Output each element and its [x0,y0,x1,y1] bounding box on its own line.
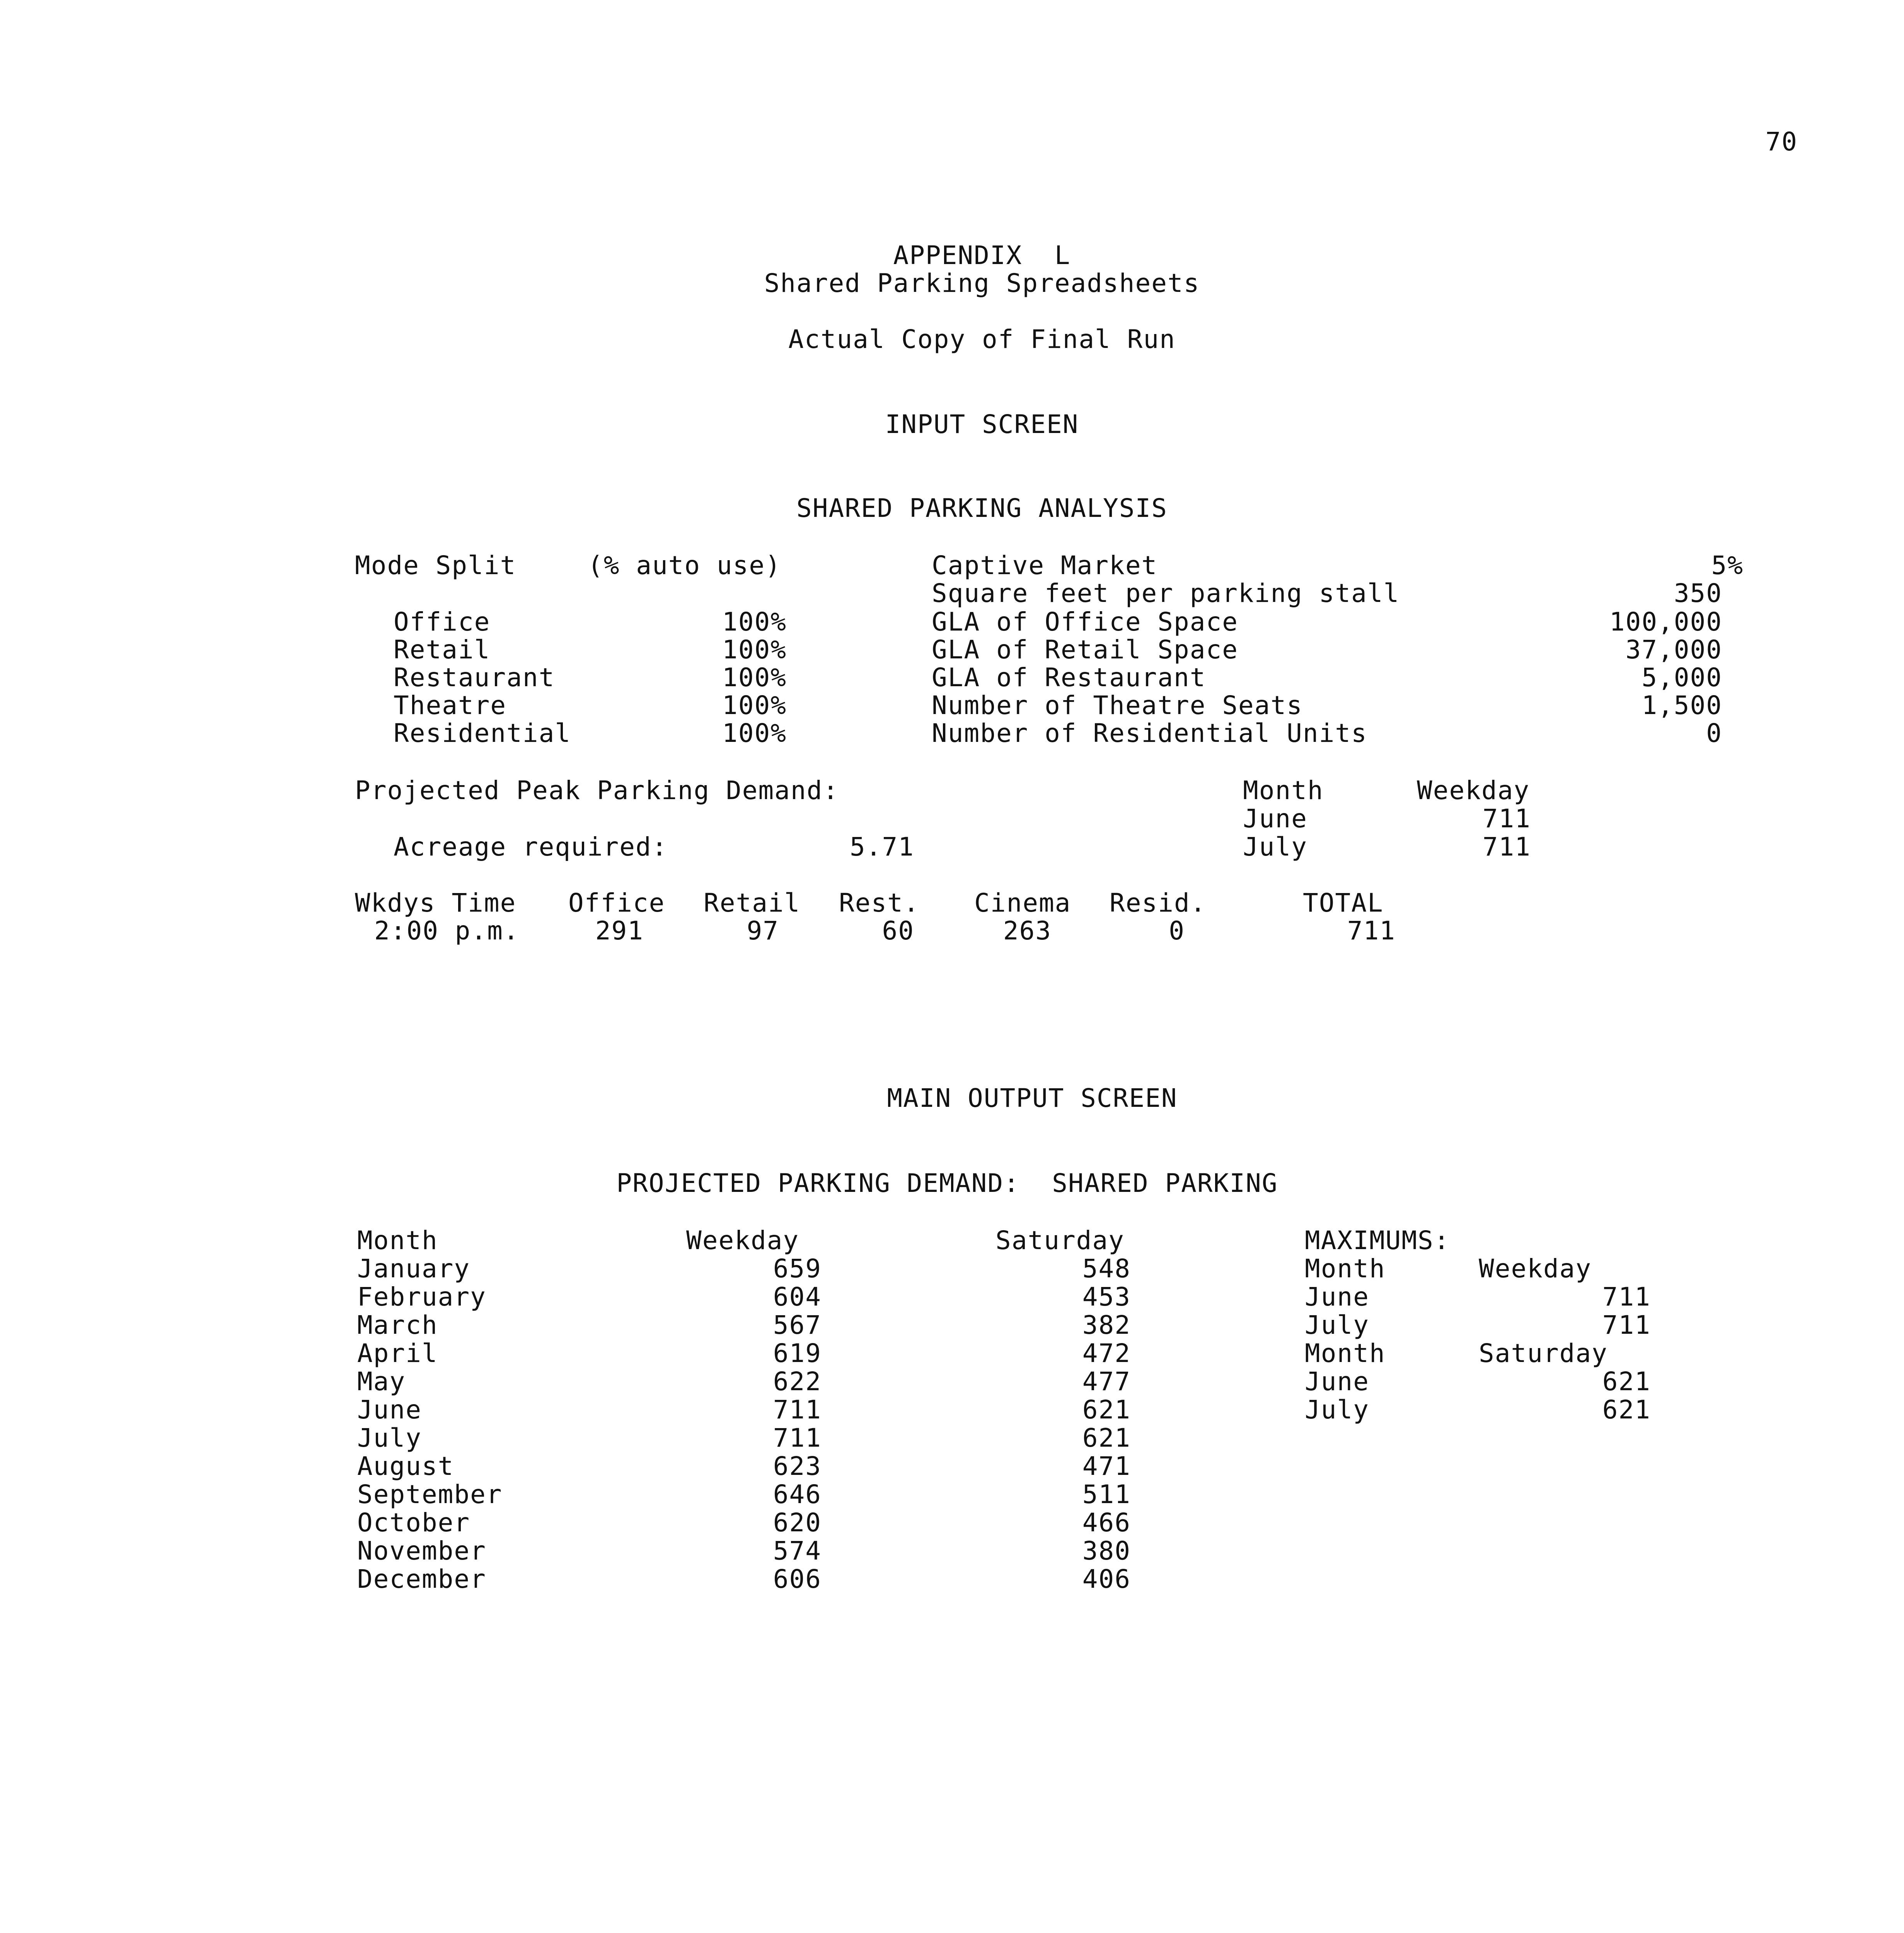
page-number: 70 [1765,127,1798,157]
saturday-value: 406 [1082,1564,1131,1594]
mode-split-label: Mode Split [355,551,516,580]
appendix-label: APPENDIX L [893,240,1071,270]
month-label: July [357,1423,422,1453]
max-weekday-month: July [1305,1310,1369,1340]
max-weekday-value: 711 [1602,1282,1651,1312]
output-header-month: Month [357,1226,438,1255]
weekday-value: 659 [773,1254,822,1284]
mode-label-residential: Residential [394,718,571,748]
peak-row-month: July [1243,832,1307,862]
input-screen-heading: INPUT SCREEN [885,409,1079,439]
breakdown-header-retail: Retail [704,888,801,918]
mode-value-office: 100% [722,607,787,637]
breakdown-header-cinema: Cinema [974,888,1071,918]
weekday-value: 623 [773,1451,822,1481]
month-label: September [357,1480,503,1509]
saturday-value: 621 [1082,1423,1131,1453]
param-value-restaurant-gla: 5,000 [1641,663,1722,692]
saturday-value: 471 [1082,1451,1131,1481]
maximums-label: MAXIMUMS: [1305,1226,1450,1255]
max-saturday-header: Saturday [1479,1338,1608,1368]
saturday-value: 382 [1082,1310,1131,1340]
output-header-saturday: Saturday [995,1226,1125,1255]
breakdown-header-resid: Resid. [1110,888,1207,918]
document-subtitle: Actual Copy of Final Run [788,324,1176,354]
param-value-residential-units: 0 [1706,718,1722,748]
max-saturday-value: 621 [1602,1367,1651,1396]
mode-label-theatre: Theatre [394,690,507,720]
mode-value-residential: 100% [722,718,787,748]
param-value-captive-market: 5% [1711,551,1744,580]
param-label-office-gla: GLA of Office Space [932,607,1238,637]
document-title: Shared Parking Spreadsheets [764,268,1200,298]
param-label-retail-gla: GLA of Retail Space [932,635,1238,665]
breakdown-value-resid: 0 [1169,916,1185,946]
breakdown-value-total: 711 [1347,916,1396,946]
weekday-value: 574 [773,1536,822,1566]
breakdown-value-cinema: 263 [1003,916,1052,946]
mode-label-office: Office [394,607,491,637]
mode-value-retail: 100% [722,635,787,665]
max-saturday-value: 621 [1602,1395,1651,1425]
analysis-title: SHARED PARKING ANALYSIS [796,493,1168,523]
peak-demand-label: Projected Peak Parking Demand: [355,776,839,805]
acreage-label: Acreage required: [394,832,668,862]
breakdown-header-office: Office [568,888,665,918]
param-value-sqft-per-stall: 350 [1674,578,1722,608]
breakdown-value-time: 2:00 p.m. [374,916,520,946]
month-label: February [357,1282,486,1312]
saturday-value: 472 [1082,1338,1131,1368]
max-weekday-month: June [1305,1282,1369,1312]
mode-label-retail: Retail [394,635,491,665]
weekday-value: 620 [773,1508,822,1538]
param-value-theatre-seats: 1,500 [1641,690,1722,720]
month-label: March [357,1310,438,1340]
max-weekday-header: Weekday [1479,1254,1592,1284]
mode-value-restaurant: 100% [722,663,787,692]
weekday-value: 622 [773,1367,822,1396]
output-screen-heading: MAIN OUTPUT SCREEN [887,1083,1178,1113]
breakdown-value-retail: 97 [747,916,779,946]
weekday-value: 646 [773,1480,822,1509]
month-label: June [357,1395,422,1425]
param-label-restaurant-gla: GLA of Restaurant [932,663,1206,692]
peak-row-month: June [1243,804,1307,834]
saturday-value: 477 [1082,1367,1131,1396]
month-label: December [357,1564,486,1594]
param-value-office-gla: 100,000 [1609,607,1722,637]
saturday-value: 548 [1082,1254,1131,1284]
peak-row-weekday: 711 [1482,832,1531,862]
breakdown-value-rest: 60 [882,916,914,946]
saturday-value: 511 [1082,1480,1131,1509]
param-label-sqft-per-stall: Square feet per parking stall [932,578,1400,608]
peak-weekday-header: Weekday [1417,776,1530,805]
saturday-value: 466 [1082,1508,1131,1538]
mode-value-theatre: 100% [722,690,787,720]
month-label: May [357,1367,406,1396]
param-label-theatre-seats: Number of Theatre Seats [932,690,1303,720]
acreage-value: 5.71 [850,832,914,862]
param-label-residential-units: Number of Residential Units [932,718,1367,748]
breakdown-value-office: 291 [595,916,644,946]
month-label: August [357,1451,454,1481]
max-weekday-month-header: Month [1305,1254,1386,1284]
param-label-captive-market: Captive Market [932,551,1158,580]
max-saturday-month-header: Month [1305,1338,1386,1368]
max-saturday-month: June [1305,1367,1369,1396]
month-label: October [357,1508,470,1538]
month-label: November [357,1536,486,1566]
peak-month-header: Month [1243,776,1324,805]
weekday-value: 711 [773,1395,822,1425]
weekday-value: 567 [773,1310,822,1340]
peak-row-weekday: 711 [1482,804,1531,834]
mode-split-unit: (% auto use) [588,551,781,580]
month-label: April [357,1338,438,1368]
month-label: January [357,1254,470,1284]
max-saturday-month: July [1305,1395,1369,1425]
weekday-value: 606 [773,1564,822,1594]
breakdown-header-rest: Rest. [839,888,920,918]
mode-label-restaurant: Restaurant [394,663,555,692]
weekday-value: 619 [773,1338,822,1368]
weekday-value: 711 [773,1423,822,1453]
weekday-value: 604 [773,1282,822,1312]
param-value-retail-gla: 37,000 [1625,635,1722,665]
saturday-value: 621 [1082,1395,1131,1425]
breakdown-header-total: TOTAL [1303,888,1384,918]
breakdown-header-time: Wkdys Time [355,888,516,918]
output-header-weekday: Weekday [686,1226,799,1255]
max-weekday-value: 711 [1602,1310,1651,1340]
saturday-value: 380 [1082,1536,1131,1566]
saturday-value: 453 [1082,1282,1131,1312]
output-title: PROJECTED PARKING DEMAND: SHARED PARKING [616,1168,1278,1198]
